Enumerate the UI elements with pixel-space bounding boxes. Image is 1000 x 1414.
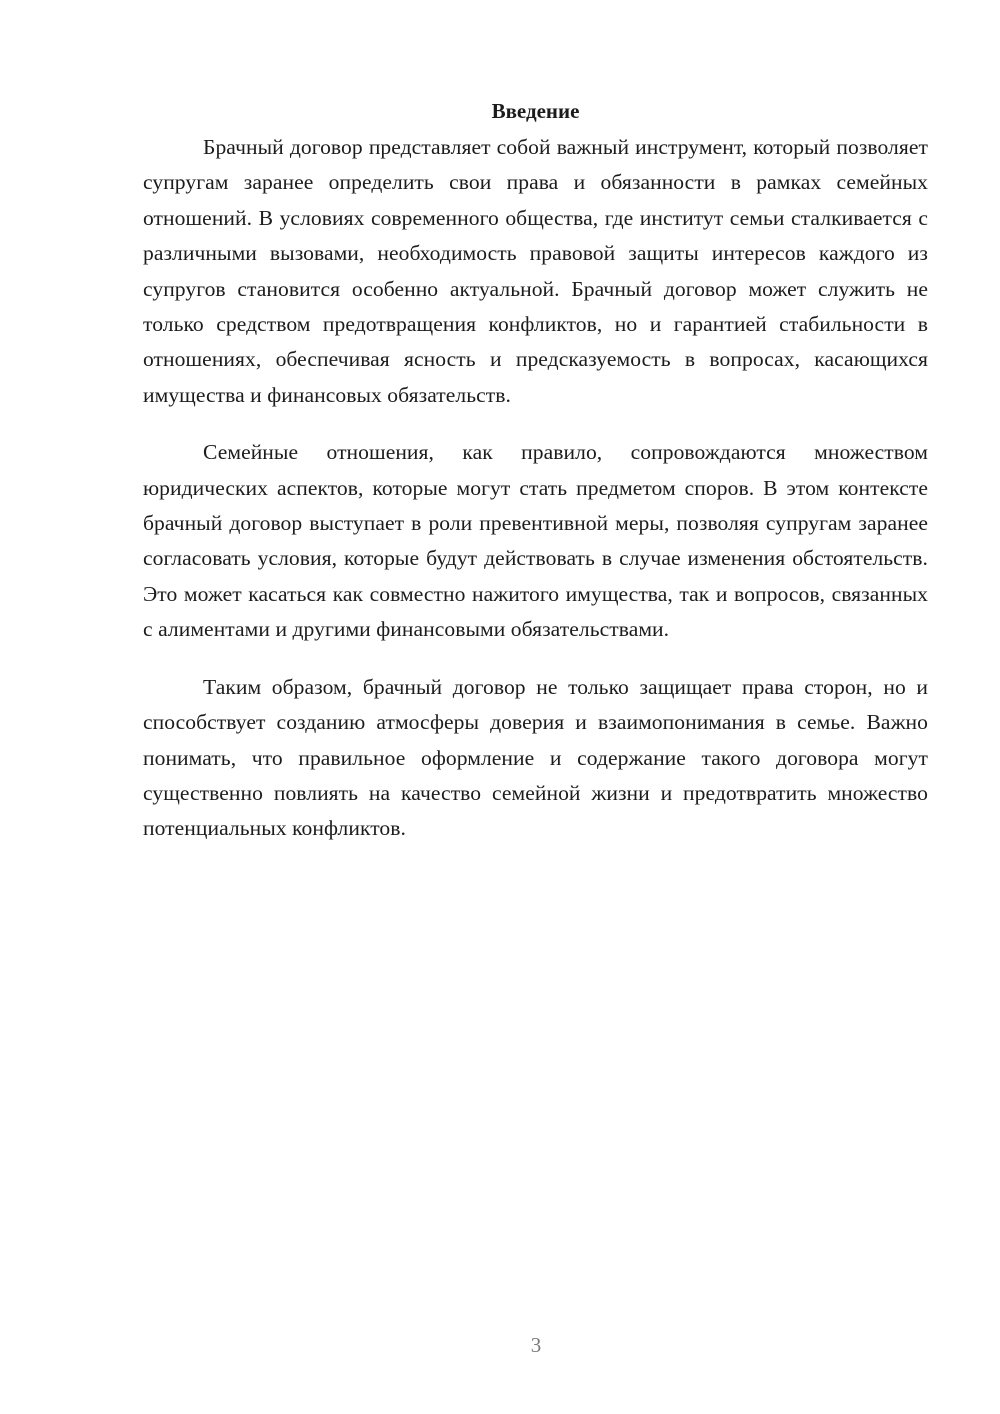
paragraph-2: Семейные отношения, как правило, сопровождаются множеством юридических аспектов, которые могут стать предметом споров. В этом контексте брачный договор выступает в роли превентивной меры, позволяя супругам заранее согласовать условия, которые будут действовать в случае изменения обстоятельств. Это может касаться как совместно нажитого имущества, так и вопросов, связанных с алиментами и другими финансовыми обязательствами. xyxy=(143,440,928,642)
paragraph-1: Брачный договор представляет собой важный инструмент, который позволяет супругам заранее определить свои права и обязанности в рамках семейных отношений. В условиях современного общества, где институт семьи сталкивается с различными вызовами, необходимость правовой защиты интересов каждого из супругов становится особенно актуальной. Брачный договор может служить не только средством предотвращения конфликтов, но и гарантией стабильности в отношениях, обеспечивая ясность и предсказуемость в вопросах, касающихся имущества и финансовых обязательств. xyxy=(143,135,928,407)
paragraph-3: Таким образом, брачный договор не только защищает права сторон, но и способствует созданию атмосферы доверия и взаимопонимания в семье. Важно понимать, что правильное оформление и содержание такого договора могут существенно повлиять на качество семейной жизни и предотвратить множество потенциальных конфликтов. xyxy=(143,674,928,841)
page-number: 3 xyxy=(530,1333,542,1357)
section-heading: Введение xyxy=(491,99,580,123)
page-content xyxy=(143,94,928,869)
